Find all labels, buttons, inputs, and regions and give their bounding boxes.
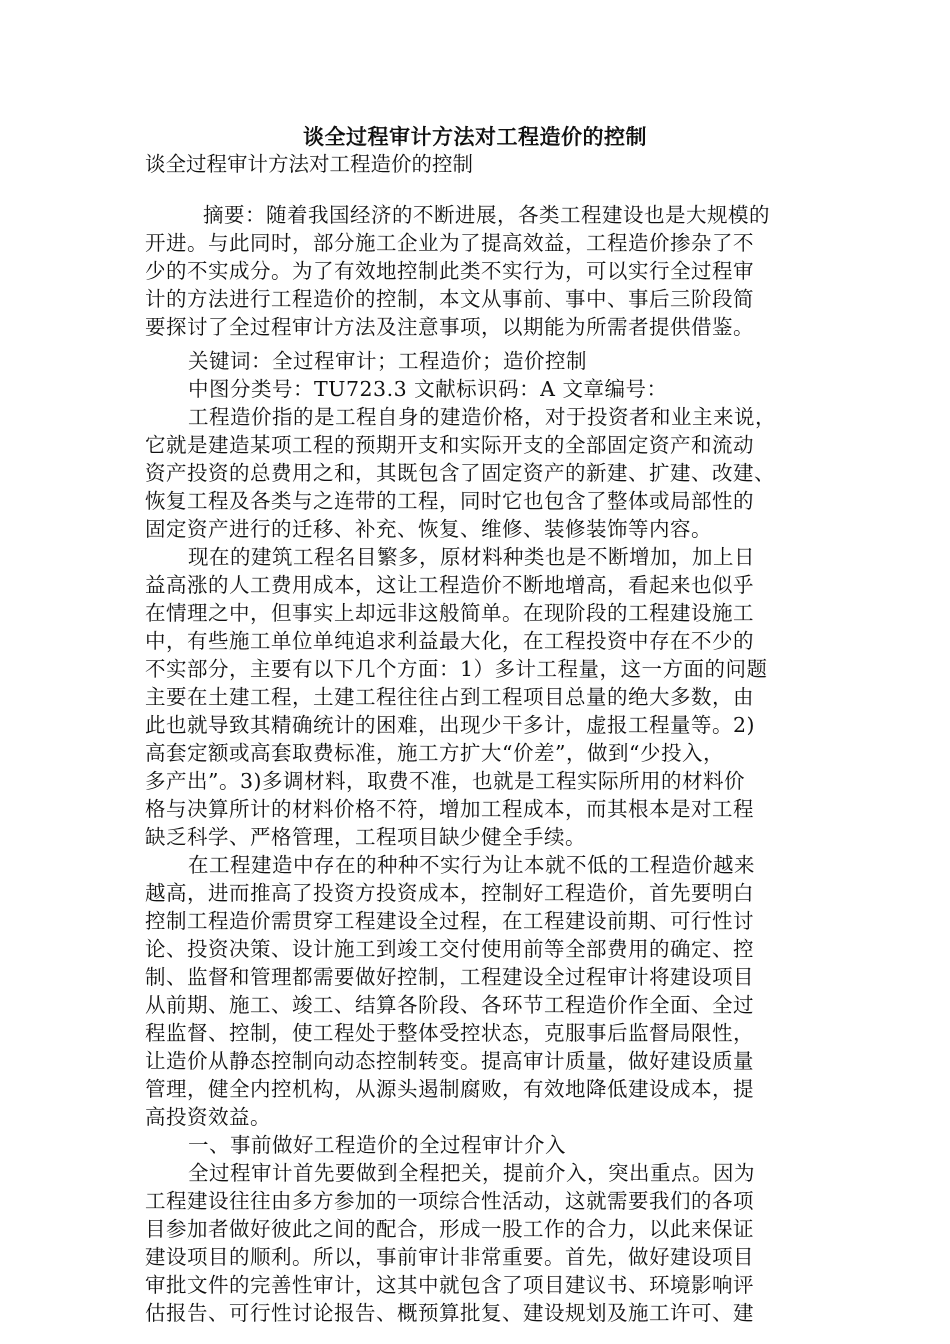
text-line: 计的方法进行工程造价的控制，本文从事前、事中、事后三阶段简 bbox=[145, 287, 754, 311]
paragraph-definition bbox=[145, 403, 805, 543]
abstract-paragraph bbox=[145, 201, 805, 341]
text-line: 少的不实成分。为了有效地控制此类不实行为，可以实行全过程审 bbox=[145, 259, 754, 283]
text-line: 它就是建造某项工程的预期开支和实际开支的全部固定资产和流动 bbox=[145, 433, 754, 457]
text-line: 越高，进而推高了投资方投资成本，控制好工程造价，首先要明白 bbox=[145, 881, 754, 905]
text-line: 在工程建造中存在的种种不实行为让本就不低的工程造价越来 bbox=[188, 853, 755, 877]
text-line: 审批文件的完善性审计，这其中就包含了项目建议书、环境影响评 bbox=[145, 1273, 754, 1297]
section-1-heading: 一、事前做好工程造价的全过程审计介入 bbox=[188, 1133, 566, 1157]
text-line: 高套定额或高套取费标准，施工方扩大“价差”，做到“少投入， bbox=[145, 741, 724, 765]
text-line: 开进。与此同时，部分施工企业为了提高效益，工程造价掺杂了不 bbox=[145, 231, 754, 255]
section-heading bbox=[145, 1131, 805, 1159]
text-line: 建设项目的顺利。所以，事前审计非常重要。首先，做好建设项目 bbox=[145, 1245, 754, 1269]
document-subtitle: 谈全过程审计方法对工程造价的控制 bbox=[145, 152, 473, 176]
text-line: 管理，健全内控机构，从源头遏制腐败，有效地降低建设成本，提 bbox=[145, 1077, 754, 1101]
paragraph-pre-audit bbox=[145, 1159, 805, 1327]
text-line: 此也就导致其精确统计的困难，出现少干多计，虚报工程量等。2) bbox=[145, 713, 756, 737]
keywords-line: 关键词：全过程审计；工程造价；造价控制 bbox=[188, 349, 587, 373]
text-line: 全过程审计首先要做到全程把关，提前介入，突出重点。因为 bbox=[188, 1161, 755, 1185]
text-line: 不实部分，主要有以下几个方面：1）多计工程量，这一方面的问题 bbox=[145, 657, 768, 681]
text-line: 让造价从静态控制向动态控制转变。提高审计质量，做好建设质量 bbox=[145, 1049, 754, 1073]
text-line: 中，有些施工单位单纯追求利益最大化，在工程投资中存在不少的 bbox=[145, 629, 754, 653]
text-line: 恢复工程及各类与之连带的工程，同时它也包含了整体或局部性的 bbox=[145, 489, 754, 513]
text-line: 控制工程造价需贯穿工程建设全过程，在工程建设前期、可行性讨 bbox=[145, 909, 754, 933]
text-line: 从前期、施工、竣工、结算各阶段、各环节工程造价作全面、全过 bbox=[145, 993, 754, 1017]
text-line: 多产出”。3)多调材料，取费不准，也就是工程实际所用的材料价 bbox=[145, 769, 746, 793]
text-line: 制、监督和管理都需要做好控制，工程建设全过程审计将建设项目 bbox=[145, 965, 754, 989]
text-line: 程监督、控制，使工程处于整体受控状态，克服事后监督局限性， bbox=[145, 1021, 754, 1045]
paragraph-problems bbox=[145, 543, 805, 851]
text-line: 益高涨的人工费用成本，这让工程造价不断地增高，看起来也似乎 bbox=[145, 573, 754, 597]
front-matter bbox=[145, 347, 805, 403]
text-line: 摘要：随着我国经济的不断进展，各类工程建设也是大规模的 bbox=[203, 203, 770, 227]
classification-line: 中图分类号：TU723.3 文献标识码：A 文章编号： bbox=[188, 377, 668, 401]
text-line: 目参加者做好彼此之间的配合，形成一股工作的合力，以此来保证 bbox=[145, 1217, 754, 1241]
text-line: 在情理之中，但事实上却远非这般简单。在现阶段的工程建设施工 bbox=[145, 601, 754, 625]
text-line: 资产投资的总费用之和，其既包含了固定资产的新建、扩建、改建、 bbox=[145, 461, 775, 485]
text-line: 工程造价指的是工程自身的建造价格，对于投资者和业主来说， bbox=[188, 405, 776, 429]
text-line: 论、投资决策、设计施工到竣工交付使用前等全部费用的确定、控 bbox=[145, 937, 754, 961]
text-line: 高投资效益。 bbox=[145, 1105, 271, 1129]
text-line: 估报告、可行性讨论报告、概预算批复、建设规划及施工许可、建 bbox=[145, 1301, 754, 1325]
text-line: 缺乏科学、严格管理，工程项目缺少健全手续。 bbox=[145, 825, 586, 849]
text-line: 现在的建筑工程名目繁多，原材料种类也是不断增加，加上日 bbox=[188, 545, 755, 569]
text-line: 格与决算所计的材料价格不符，增加工程成本，而其根本是对工程 bbox=[145, 797, 754, 821]
text-line: 工程建设往往由多方参加的一项综合性活动，这就需要我们的各项 bbox=[145, 1189, 754, 1213]
paragraph-control bbox=[145, 851, 805, 1131]
document-title: 谈全过程审计方法对工程造价的控制 bbox=[303, 124, 647, 149]
text-line: 主要在土建工程，土建工程往往占到工程项目总量的绝大多数，由 bbox=[145, 685, 754, 709]
text-line: 固定资产进行的迁移、补充、恢复、维修、装修装饰等内容。 bbox=[145, 517, 712, 541]
text-line: 要探讨了全过程审计方法及注意事项，以期能为所需者提供借鉴。 bbox=[145, 315, 754, 339]
